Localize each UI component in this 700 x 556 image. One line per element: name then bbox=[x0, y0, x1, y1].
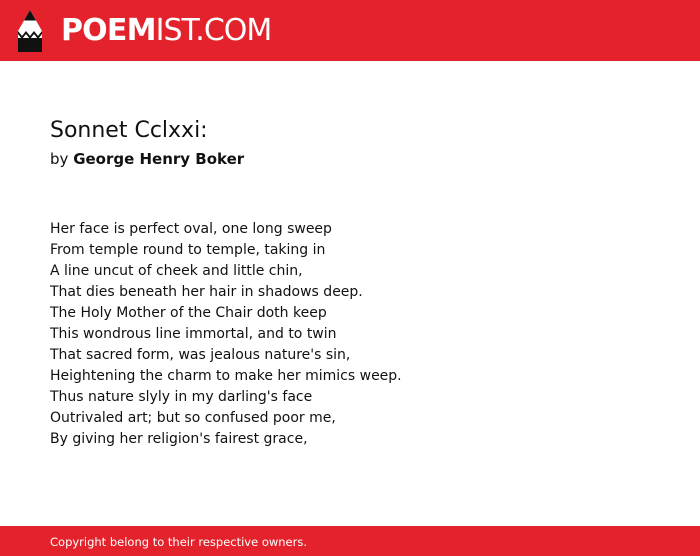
poem-body bbox=[50, 219, 402, 450]
poem-line: This wondrous line immortal, and to twin bbox=[50, 326, 337, 342]
poem-line: By giving her religion's fairest grace, bbox=[50, 431, 308, 447]
poem-line: Outrivaled art; but so confused poor me, bbox=[50, 410, 336, 426]
copyright-notice: Copyright belong to their respective owners. bbox=[50, 535, 308, 549]
poem-title: Sonnet Cclxxi: bbox=[50, 118, 208, 143]
by-label: by bbox=[50, 150, 69, 168]
pencil-icon bbox=[17, 9, 43, 52]
poem-line: Heightening the charm to make her mimics weep. bbox=[50, 368, 402, 384]
poem-line: Her face is perfect oval, one long sweep bbox=[50, 221, 332, 237]
logo-wordmark-bold: POEM bbox=[61, 13, 156, 48]
poem-line: From temple round to temple, taking in bbox=[50, 242, 326, 258]
poem-line: That sacred form, was jealous nature's sin, bbox=[50, 347, 351, 363]
byline bbox=[50, 149, 244, 169]
author-name: George Henry Boker bbox=[73, 150, 245, 168]
site-footer bbox=[0, 526, 700, 556]
poem-line: The Holy Mother of the Chair doth keep bbox=[50, 305, 327, 321]
site-header bbox=[0, 0, 700, 61]
poem-line: Thus nature slyly in my darling's face bbox=[50, 389, 313, 405]
logo-wordmark-light: IST.COM bbox=[155, 13, 272, 48]
site-logo[interactable] bbox=[61, 11, 271, 51]
poem-line: A line uncut of cheek and little chin, bbox=[50, 263, 303, 279]
poem-line: That dies beneath her hair in shadows deep. bbox=[50, 284, 363, 300]
